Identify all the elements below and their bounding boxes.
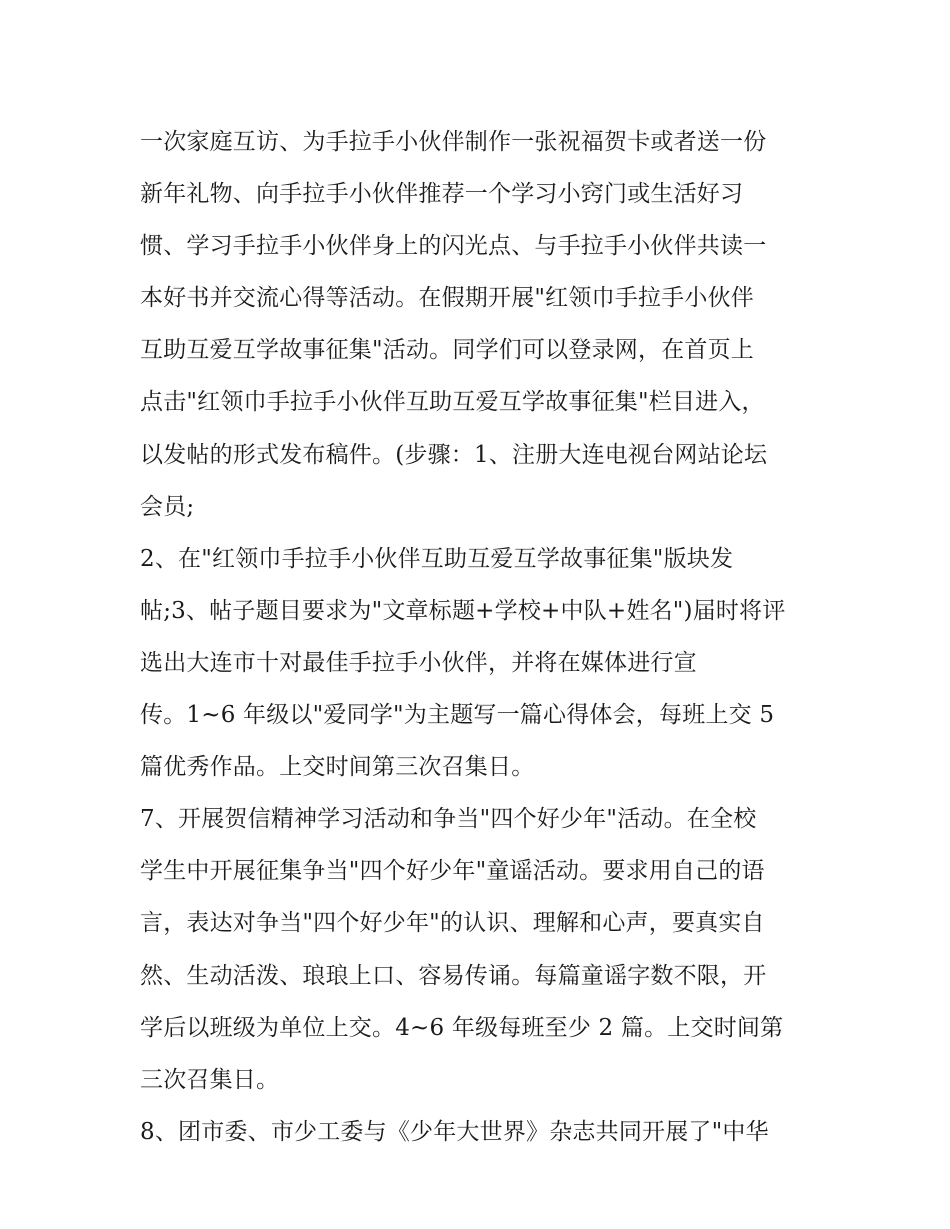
text-line: 惯、学习手拉手小伙伴身上的闪光点、与手拉手小伙伴共读一: [140, 233, 767, 260]
text-line: 新年礼物、向手拉手小伙伴推荐一个学习小窍门或生活好习: [140, 181, 744, 208]
text-line: 传。1~6 年级以"爱同学"为主题写一篇心得体会，每班上交 5: [140, 702, 775, 729]
text-line: 点击"红领巾手拉手小伙伴互助互爱互学故事征集"栏目进入，: [140, 389, 765, 416]
text-line: 选出大连市十对最佳手拉手小伙伴，并将在媒体进行宣: [140, 649, 697, 676]
body-text: [140, 116, 840, 1158]
text-line: 三次召集日。: [140, 1066, 280, 1093]
text-line: 2、在"红领巾手拉手小伙伴互助互爱互学故事征集"版块发: [140, 545, 734, 572]
text-line: 言，表达对争当"四个好少年"的认识、理解和心声，要真实自: [140, 910, 765, 937]
text-line: 本好书并交流心得等活动。在假期开展"红领巾手拉手小伙伴: [140, 285, 754, 312]
text-line: 互助互爱互学故事征集"活动。同学们可以登录网，在首页上: [140, 337, 754, 364]
text-line: 一次家庭互访、为手拉手小伙伴制作一张祝福贺卡或者送一份: [140, 129, 767, 155]
text-line: 学后以班级为单位上交。4~6 年级每班至少 2 篇。上交时间第: [140, 1014, 784, 1041]
text-line: 8、团市委、市少工委与《少年大世界》杂志共同开展了"中华: [140, 1118, 769, 1145]
text-line: 帖;3、帖子题目要求为"文章标题+学校+中队+姓名")届时将评: [140, 597, 786, 624]
text-line: 7、开展贺信精神学习活动和争当"四个好少年"活动。在全校: [140, 806, 757, 833]
text-line: 会员;: [140, 493, 195, 520]
text-line: 学生中开展征集争当"四个好少年"童谣活动。要求用自己的语: [140, 858, 765, 885]
text-line: 然、生动活泼、琅琅上口、容易传诵。每篇童谣字数不限，开: [140, 962, 767, 989]
text-line: 篇优秀作品。上交时间第三次召集日。: [140, 754, 535, 781]
text-line: 以发帖的形式发布稿件。(步骤：1、注册大连电视台网站论坛: [140, 441, 768, 468]
